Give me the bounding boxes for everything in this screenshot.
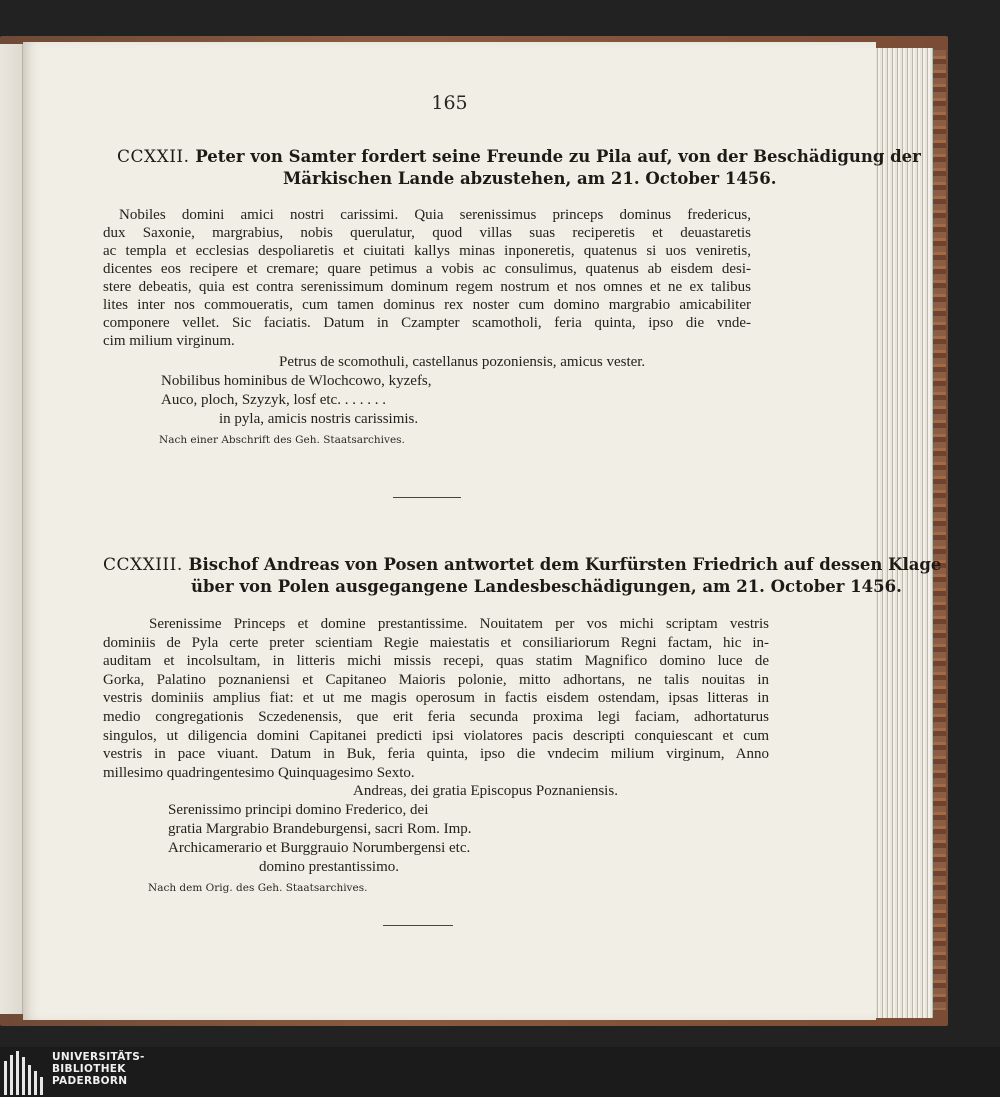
doc1-body-line: dicentes eos recipere et cremare; quare petimus a vobis ac consulimus, quatenus ab eisdem desi- bbox=[103, 261, 751, 277]
doc2-body-line: dominiis de Pyla certe preter scientiam Regie maiestatis et consiliariorum Regni factam, hic in- bbox=[103, 634, 769, 651]
section-divider bbox=[383, 925, 453, 926]
library-logo-text bbox=[52, 1051, 145, 1087]
footer-bar bbox=[0, 1047, 1000, 1097]
page-stack-edges bbox=[874, 48, 933, 1018]
doc2-body-line: singulos, ut diligencia domini Capitanei predicti ipsi violatores pacis descripti conquiescant et cum bbox=[103, 727, 769, 744]
logo-line: PADERBORN bbox=[52, 1075, 128, 1087]
doc1-title-line1: Peter von Samter fordert seine Freunde zu Pila auf, von der Beschädigung der bbox=[195, 147, 921, 166]
doc2-body-line: Serenissime Princeps et domine prestantissime. Nouitatem per vos michi scriptam vestris bbox=[149, 616, 769, 632]
doc1-body-line: ac templa et ecclesias despoliaretis et ciuitati kallys minas inponeretis, quatenus si uos veniretis, bbox=[103, 243, 751, 259]
doc2-heading bbox=[103, 554, 942, 598]
doc1-heading bbox=[117, 146, 921, 190]
book-page bbox=[23, 42, 942, 1020]
doc2-title-line2: über von Polen ausgegangene Landesbeschädigungen, am 21. October 1456. bbox=[191, 577, 902, 596]
doc1-title-line2: Märkischen Lande abzustehen, am 21. October 1456. bbox=[283, 169, 777, 188]
doc2-source-note: Nach dem Orig. des Geh. Staatsarchives. bbox=[148, 882, 368, 894]
doc1-signature: Petrus de scomothuli, castellanus pozoniensis, amicus vester. bbox=[279, 354, 646, 370]
cover-edge bbox=[932, 50, 946, 1010]
doc1-body-line: lites inter nos commoueratis, cum tamen dominus rex noster cum domino margrabio amicabiliter bbox=[103, 297, 751, 313]
doc1-address-line: in pyla, amicis nostris carissimis. bbox=[219, 411, 419, 427]
doc1-body-line: Nobiles domini amici nostri carissimi. Quia serenissimus princeps dominus fredericus, bbox=[119, 207, 751, 223]
doc2-body-line: millesimo quadringentesimo Quinquagesimo Sexto. bbox=[103, 764, 415, 781]
doc2-body-line: auditam et incolsultam, in litteris michi missis recepi, quas statim Magnifico domino luce de bbox=[103, 653, 769, 670]
section-divider bbox=[393, 497, 461, 498]
doc1-body-line: stere debeatis, quia est contra serenissimum dominum regem nostrum et nos omnes et ne ex talibus bbox=[103, 279, 751, 295]
doc2-address-line: domino prestantissimo. bbox=[259, 859, 399, 875]
doc1-number: CCXXII. bbox=[117, 147, 190, 167]
doc1-body-line: cim milium virginum. bbox=[103, 333, 235, 349]
doc2-address-line: Archicamerario et Burggrauio Norumbergensi etc. bbox=[168, 840, 471, 856]
doc1-address-line: Auco, ploch, Szyzyk, losf etc. . . . . . . bbox=[161, 392, 386, 408]
doc1-body-line: dux Saxonie, margrabius, nobis querulatur, quod villas suas reciperetis et deuastaretis bbox=[103, 225, 751, 241]
doc2-signature: Andreas, dei gratia Episcopus Poznaniensis. bbox=[353, 783, 618, 799]
left-page-edge bbox=[0, 44, 23, 1014]
library-logo-icon bbox=[4, 1049, 46, 1095]
doc2-body-line: Gorka, Palatino poznaniensi et Capitaneo Maioris polonie, mitto adhortans, ne talis nouitas in bbox=[103, 671, 769, 688]
doc2-title-line1: Bischof Andreas von Posen antwortet dem Kurfürsten Friedrich auf dessen Klage bbox=[188, 555, 942, 574]
doc1-address-line: Nobilibus hominibus de Wlochcowo, kyzefs, bbox=[161, 373, 432, 389]
page-number: 165 bbox=[431, 92, 468, 114]
doc2-body-line: medio congregationis Sczedenensis, que erit feria secunda proxima legi faciam, adhortaturus bbox=[103, 708, 769, 725]
logo-line: UNIVERSITÄTS- bbox=[52, 1051, 145, 1063]
doc2-body-line: vestris dominiis amplius fiat: et ut me magis operosum in factis eisdem ostendam, ipsas litteras in bbox=[103, 690, 769, 707]
doc2-address-line: gratia Margrabio Brandeburgensi, sacri Rom. Imp. bbox=[168, 821, 472, 837]
doc1-source-note: Nach einer Abschrift des Geh. Staatsarchives. bbox=[159, 434, 405, 446]
doc2-address-line: Serenissimo principi domino Frederico, dei bbox=[168, 802, 429, 818]
doc1-body-line: componere vellet. Sic faciatis. Datum in Czampter scamotholi, feria quinta, ipso die vnde- bbox=[103, 315, 751, 331]
doc2-number: CCXXIII. bbox=[103, 555, 183, 575]
doc2-body-line: vestris in pace viuant. Datum in Buk, feria quinta, ipso die vndecim milium virginum, Anno bbox=[103, 746, 769, 763]
doc1-body bbox=[103, 206, 751, 350]
doc2-body bbox=[103, 615, 769, 782]
logo-line: BIBLIOTHEK bbox=[52, 1063, 126, 1075]
